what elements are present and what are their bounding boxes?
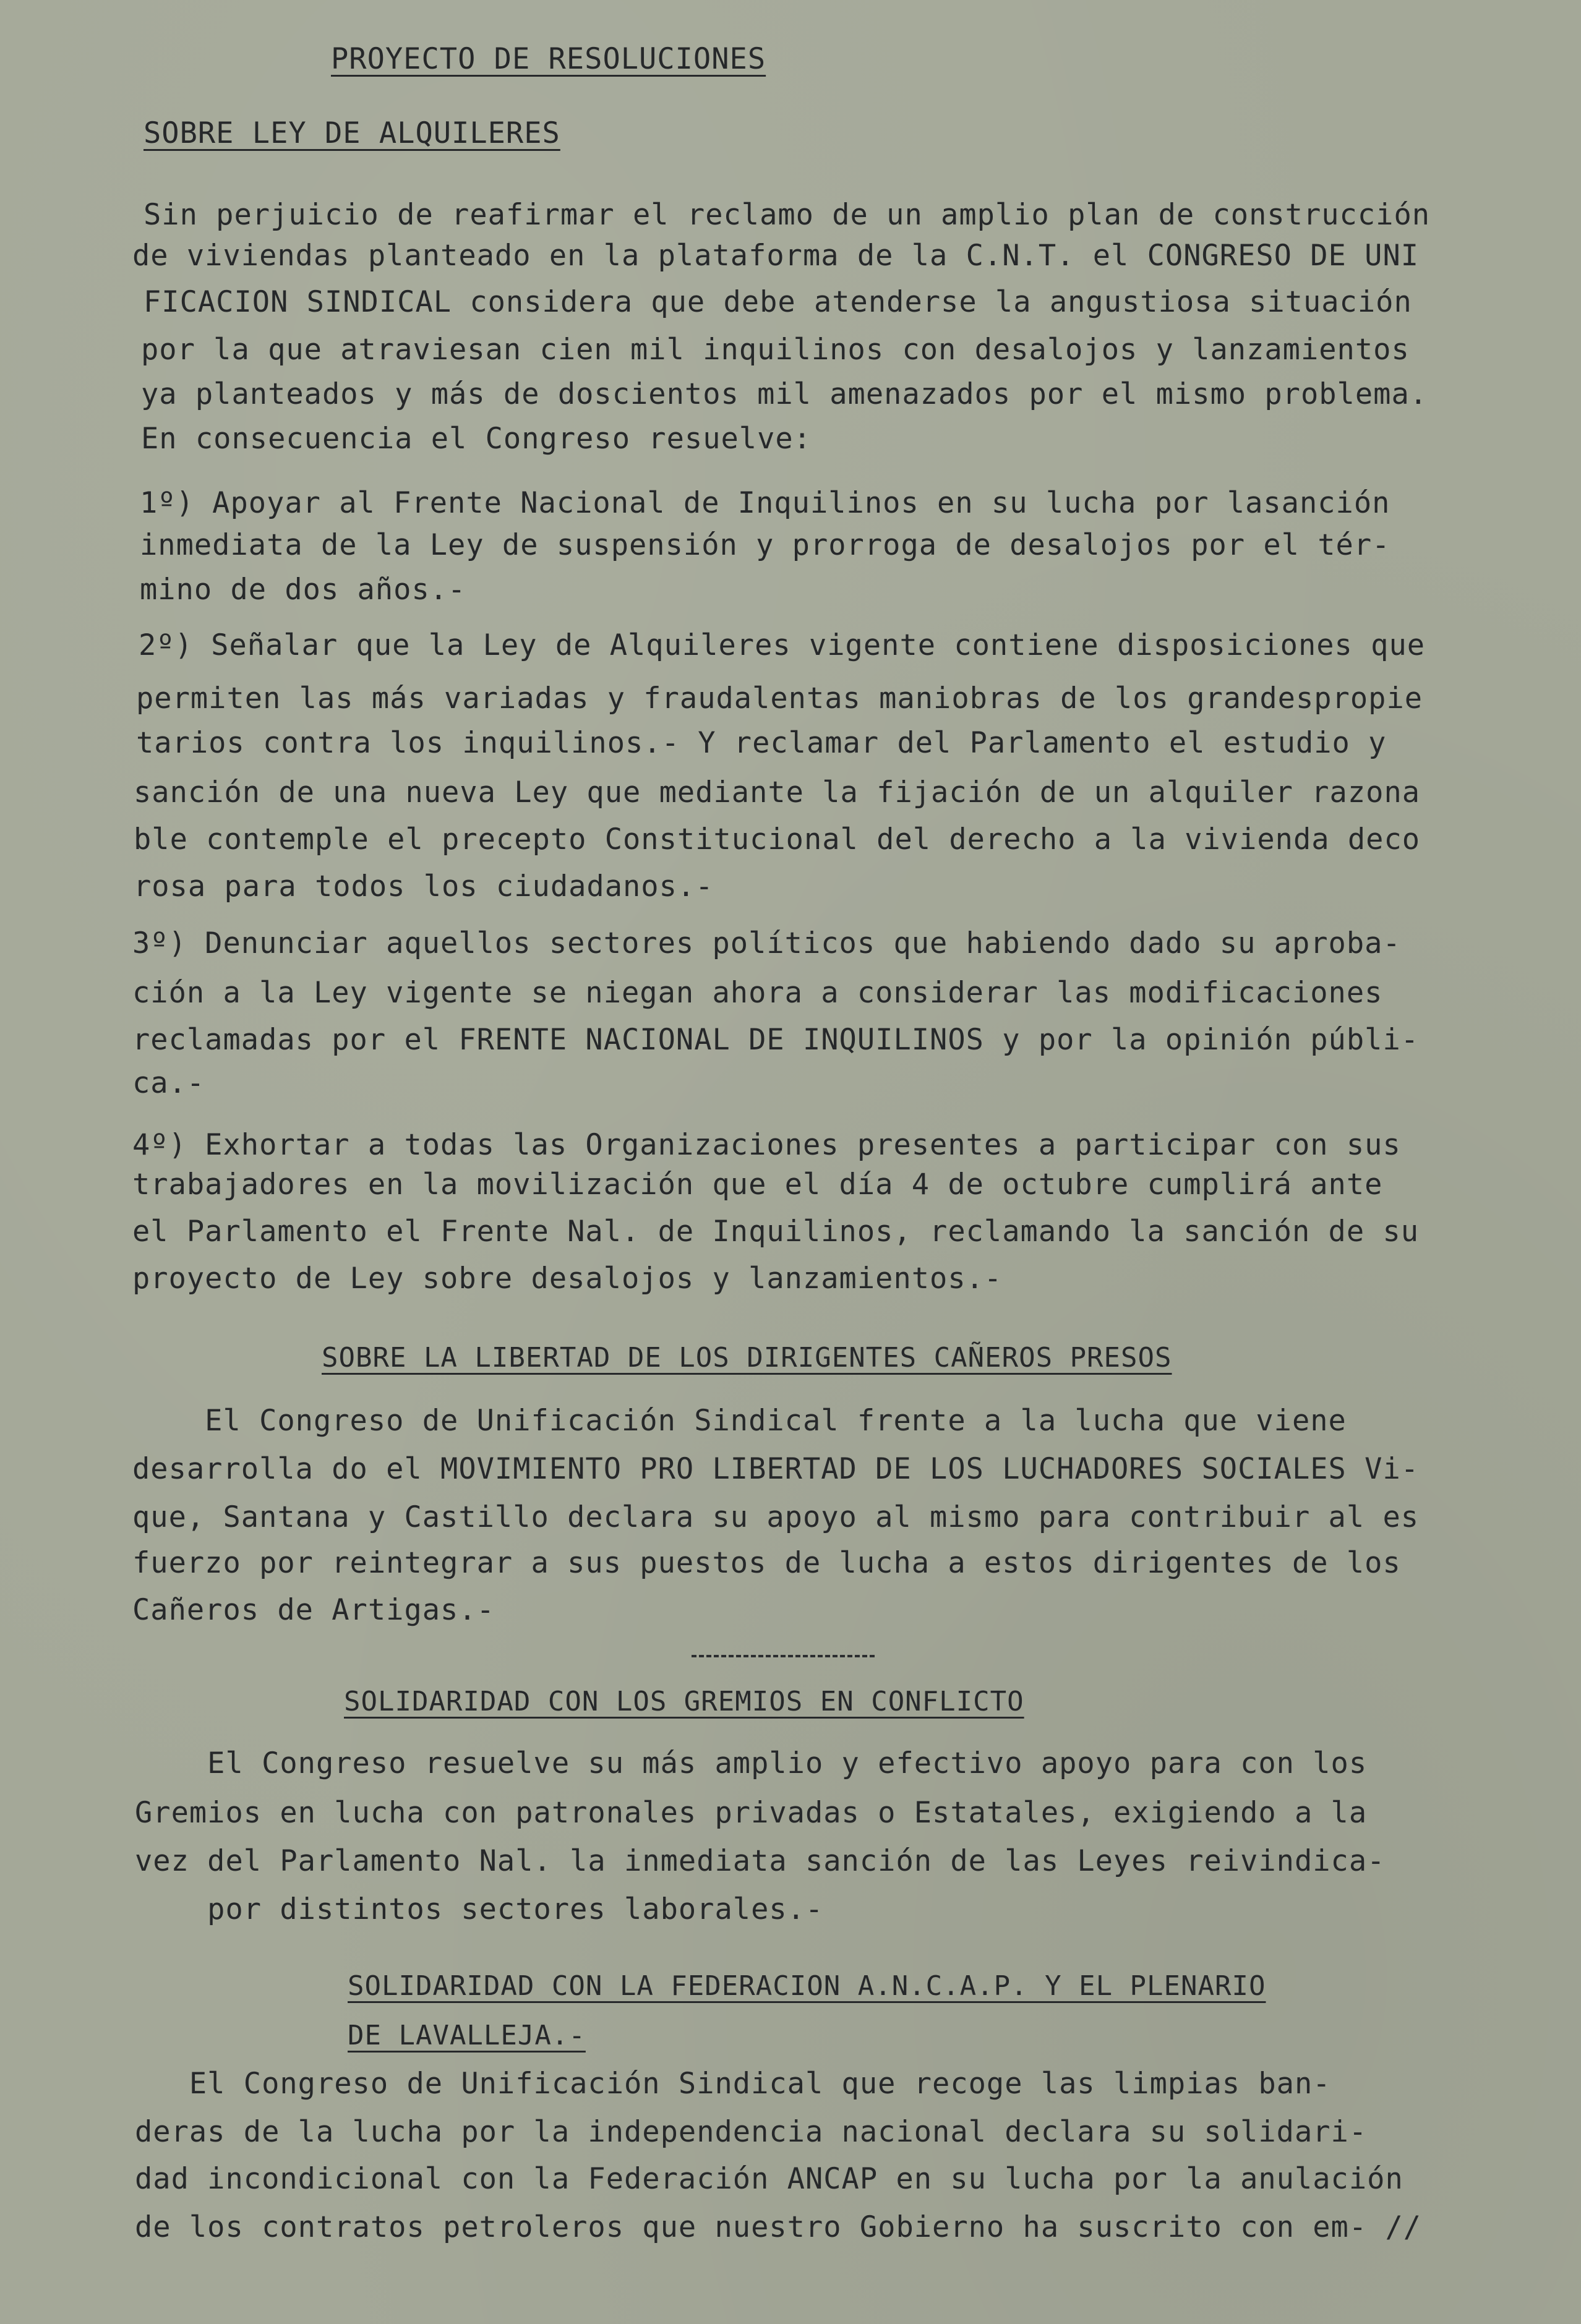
body-line: mino de dos años.-	[140, 573, 466, 607]
section-heading-alquileres: SOBRE LEY DE ALQUILERES	[144, 116, 560, 150]
body-line: ble contemple el precepto Constitucional del derecho a la vivienda deco	[134, 822, 1421, 857]
resolution-item-3: 3º) Denunciar aquellos sectores políticos que habiendo dado su aproba-	[132, 926, 1401, 960]
body-line: ción a la Ley vigente se niegan ahora a considerar las modificaciones	[132, 976, 1383, 1010]
body-line: inmediata de la Ley de suspensión y prorroga de desalojos por el tér-	[140, 528, 1390, 562]
body-line: En consecuencia el Congreso resuelve:	[141, 422, 812, 456]
body-line: por distintos sectores laborales.-	[135, 1892, 824, 1926]
body-line: proyecto de Ley sobre desalojos y lanzamientos.-	[132, 1262, 1003, 1296]
body-line: El Congreso resuelve su más amplio y efectivo apoyo para con los	[135, 1746, 1368, 1780]
body-line: Sin perjuicio de reafirmar el reclamo de un amplio plan de construcción	[144, 198, 1431, 232]
body-line: Gremios en lucha con patronales privadas o Estatales, exigiendo a la	[135, 1796, 1368, 1830]
body-line: reclamadas por el FRENTE NACIONAL DE INQUILINOS y por la opinión públi-	[132, 1023, 1420, 1057]
section-divider	[692, 1655, 875, 1657]
body-line: de viviendas planteado en la plataforma de la C.N.T. el CONGRESO DE UNI	[132, 239, 1420, 273]
body-line: trabajadores en la movilización que el día 4 de octubre cumplirá ante	[132, 1168, 1383, 1202]
body-line: deras de la lucha por la independencia nacional declara su solidari-	[135, 2115, 1368, 2149]
body-line: de los contratos petroleros que nuestro Gobierno ha suscrito con em- //	[135, 2210, 1422, 2244]
resolution-item-4: 4º) Exhortar a todas las Organizaciones presentes a participar con sus	[132, 1128, 1401, 1162]
body-line: vez del Parlamento Nal. la inmediata sanción de las Leyes reivindica-	[135, 1844, 1386, 1878]
resolution-item-2: 2º) Señalar que la Ley de Alquileres vigente contiene disposiciones que	[139, 628, 1426, 662]
body-line: ca.-	[132, 1066, 205, 1100]
section-heading-libertad: SOBRE LA LIBERTAD DE LOS DIRIGENTES CAÑEROS PRESOS	[322, 1342, 1172, 1373]
body-line: fuerzo por reintegrar a sus puestos de lucha a estos dirigentes de los	[132, 1546, 1401, 1580]
body-line: sanción de una nueva Ley que mediante la fijación de un alquiler razona	[134, 775, 1421, 810]
body-line: dad incondicional con la Federación ANCAP en su lucha por la anulación	[135, 2162, 1403, 2196]
body-line: El Congreso de Unificación Sindical frente a la lucha que viene	[132, 1404, 1347, 1438]
body-line: FICACION SINDICAL considera que debe atenderse la angustiosa situación	[144, 285, 1412, 319]
body-line: ya planteados y más de doscientos mil amenazados por el mismo problema.	[141, 377, 1428, 411]
body-line: desarrolla do el MOVIMIENTO PRO LIBERTAD DE LOS LUCHADORES SOCIALES Vi-	[132, 1452, 1420, 1486]
body-line: el Parlamento el Frente Nal. de Inquilinos, reclamando la sanción de su	[132, 1215, 1420, 1249]
body-line: El Congreso de Unificación Sindical que recoge las limpias ban-	[135, 2067, 1331, 2101]
body-line: permiten las más variadas y fraudalentas maniobras de los grandespropie	[136, 681, 1423, 716]
body-line: tarios contra los inquilinos.- Y reclamar del Parlamento el estudio y	[136, 726, 1387, 760]
body-line: que, Santana y Castillo declara su apoyo al mismo para contribuir al es	[132, 1500, 1420, 1534]
resolution-item-1: 1º) Apoyar al Frente Nacional de Inquilinos en su lucha por lasanción	[140, 486, 1390, 520]
body-line: rosa para todos los ciudadanos.-	[134, 869, 714, 904]
body-line: por la que atraviesan cien mil inquilinos con desalojos y lanzamientos	[141, 333, 1410, 367]
document-title: PROYECTO DE RESOLUCIONES	[331, 42, 766, 76]
section-heading-gremios: SOLIDARIDAD CON LOS GREMIOS EN CONFLICTO	[344, 1686, 1024, 1717]
body-line: Cañeros de Artigas.-	[132, 1593, 495, 1627]
section-heading-ancap-cont: DE LAVALLEJA.-	[348, 2020, 586, 2051]
section-heading-ancap: SOLIDARIDAD CON LA FEDERACION A.N.C.A.P. Y EL PLENARIO	[348, 1970, 1266, 2002]
